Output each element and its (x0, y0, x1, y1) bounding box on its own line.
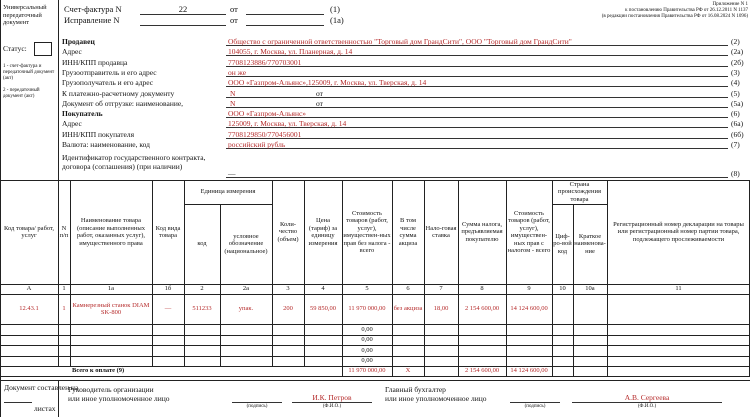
acc-label-2: или иное уполномоченное лицо (385, 394, 487, 403)
contract-label: Идентификатор государственного контракта, договора (соглашения) (при наличии) (62, 153, 206, 171)
field-label: Адрес (62, 119, 82, 128)
acc-sign-caption: (подпись) (524, 404, 546, 409)
field-label: Покупатель (62, 109, 103, 118)
status-box[interactable] (34, 42, 52, 56)
header-code: Код товара/ работ, услуг (3, 224, 55, 239)
status-label: Статус: (3, 44, 27, 53)
field-from: от (316, 99, 323, 108)
cell-num: 1 (62, 305, 66, 313)
header-country-code: Циф-ро-вой код (553, 232, 572, 255)
header-rate: Нало-говая ставка (425, 224, 457, 239)
field-value: Общество с ограниченной ответственностью "Торговый дом ГрандСити", ООО "Торговый дом ГрандСити" (228, 37, 572, 46)
appendix-line-2: к постановлению Правительства РФ от 26.12.2011 N 1137 (625, 8, 748, 13)
correction-label: Исправление N (64, 15, 120, 25)
field-label: ИНН/КПП покупателя (62, 130, 135, 139)
field-value: российский рубль (228, 140, 286, 149)
header-unit-code: код (197, 240, 207, 248)
column-index: 1б (164, 285, 172, 293)
header-price: Цена (тариф) за единицу измерения (308, 217, 338, 247)
acc-signature-line[interactable] (510, 402, 560, 403)
appendix-line-3: (в редакции постановления Правительства РФ от 16.08.2024 N 1096) (601, 14, 748, 19)
field-value: он же (228, 68, 247, 77)
field-code: (3) (731, 68, 740, 77)
column-index: 2а (242, 285, 250, 293)
cell-cost-no-tax: 11 970 000,00 (348, 305, 386, 313)
cell-qty: 200 (283, 305, 293, 313)
empty-row-cost: 0,00 (361, 357, 373, 364)
total-label: Всего к оплате (9) (72, 367, 125, 374)
header-cost-no-tax: Стоимость товаров (работ, услуг), имуществен-ных прав без налога - всего (343, 209, 391, 254)
cell-rate: 18,00 (433, 305, 449, 313)
status-note-2: 2 - передаточный документ (акт) (3, 88, 40, 99)
acc-fio-caption: (Ф.И.О.) (637, 404, 657, 409)
field-label: Документ об отгрузке: наименование, (62, 99, 184, 108)
field-code: (2а) (731, 47, 744, 56)
column-index: 11 (675, 285, 682, 293)
header-kind: Код вида товара (155, 224, 181, 239)
column-index: 5 (365, 285, 369, 293)
total-cost-no-tax: 11 970 000,00 (348, 367, 386, 375)
field-code: (5) (731, 89, 740, 98)
cell-unit-code: 511233 (192, 305, 212, 313)
column-index: 10а (585, 285, 595, 293)
column-index: 2 (200, 285, 204, 293)
field-label: Продавец (62, 37, 95, 46)
field-label: Валюта: наименование, код (62, 140, 150, 149)
head-signature-line[interactable] (232, 402, 282, 403)
head-name: И.К. Петров (312, 393, 352, 402)
header-country-group: Страна происхождения товара (558, 180, 601, 203)
head-label-2: или иное уполномоченное лицо (68, 394, 170, 403)
head-sign-caption: (подпись) (246, 404, 268, 409)
cell-excise: без акциза (393, 305, 423, 313)
status-note-1: 1 - счет-фактура и передаточный документ (акт) (3, 64, 55, 81)
field-value: 125009, г. Москва, ул. Тверская, д. 14 (228, 119, 347, 128)
header-country-name: Краткое наименова-ние (574, 232, 606, 255)
header-qty: Коли-чество (объем) (277, 220, 299, 243)
total-with-tax: 14 124 600,00 (510, 367, 548, 375)
field-code: (6а) (731, 119, 744, 128)
invoice-number: 22 (178, 4, 188, 14)
field-label: Адрес (62, 47, 82, 56)
column-index: 10 (559, 285, 566, 293)
column-index: 9 (527, 285, 531, 293)
field-value: 104055, г. Москва, ул. Планерная, д. 14 (228, 47, 353, 56)
head-label-1: Руководитель организации (68, 385, 154, 394)
column-index: 8 (480, 285, 484, 293)
header-declaration: Регистрационный номер декларации на товары или регистрационный номер партии товара, подлежащего прослеживаемости (613, 220, 744, 243)
doc-label: Документ составлен на (4, 383, 79, 392)
correction-code: (1а) (330, 15, 344, 25)
total-excise: X (405, 367, 411, 375)
header-cost-with-tax: Стоимость товаров (работ, услуг), имуществен-ных прав с налогом - всего (507, 209, 551, 254)
cell-cost-with-tax: 14 124 600,00 (510, 305, 548, 313)
column-index: А (26, 285, 32, 293)
empty-row-cost: 0,00 (361, 346, 373, 354)
field-label: Грузополучатель и его адрес (62, 78, 154, 87)
field-code: (4) (731, 78, 740, 87)
field-value: ООО «Газпром-Альянс» (228, 109, 307, 118)
head-fio-caption: (Ф.И.О.) (322, 404, 342, 409)
column-index: 4 (321, 285, 325, 293)
field-label: Грузоотправитель и его адрес (62, 68, 157, 77)
cell-unit-name: упак. (238, 305, 254, 313)
upd-title: Универсальный передаточный документ (3, 4, 47, 26)
column-index: 6 (406, 285, 410, 293)
field-value: N (230, 99, 236, 108)
header-unit-name: условное обозначение (национальное) (224, 232, 268, 255)
field-code: (2) (731, 37, 740, 46)
cell-price: 59 850,00 (310, 305, 336, 313)
header-excise: В том числе сумма акциза (398, 217, 418, 247)
header-tax: Сумма налога, предъявляемая покупателю (461, 220, 503, 243)
header-unit-group: Единица измерения (200, 188, 256, 196)
correction-from: от (230, 15, 238, 25)
cell-tax: 2 154 600,00 (464, 305, 500, 313)
doc-sheets-label: листах (34, 404, 56, 413)
column-index: 3 (286, 285, 290, 293)
invoice-code: (1) (330, 4, 340, 14)
field-code: (5а) (731, 99, 744, 108)
column-index: 1 (62, 285, 66, 293)
total-tax: 2 154 600,00 (464, 367, 500, 375)
field-label: ИНН/КПП продавца (62, 58, 128, 67)
contract-code: (8) (731, 169, 740, 178)
empty-row-cost: 0,00 (361, 325, 373, 333)
field-value: N (230, 89, 236, 98)
cell-kind: — (164, 305, 172, 313)
contract-value: — (228, 169, 236, 178)
cell-code: 12.43.1 (19, 305, 39, 313)
corner-divider (58, 0, 59, 180)
field-from: от (316, 89, 323, 98)
field-code: (7) (731, 140, 740, 149)
empty-row-cost: 0,00 (361, 336, 373, 343)
header-name: Наименование товара (описание выполненных работ, оказанных услуг), имущественного права (76, 217, 146, 247)
field-code: (2б) (731, 58, 744, 67)
field-value: 7708123886/770703001 (228, 58, 302, 67)
acc-name: А.В. Сергеева (624, 393, 670, 402)
cell-name: Камнерезный станок DIAM SK-800 (72, 301, 150, 316)
header-num: N п/п (59, 224, 69, 239)
field-label: К платежно-расчетному документу (62, 89, 175, 98)
field-code: (6) (731, 109, 740, 118)
column-index: 7 (439, 285, 443, 293)
appendix-line-1: Приложение N 1 (712, 2, 748, 7)
field-value: 7708129850/770456001 (228, 130, 302, 139)
invoice-from: от (230, 4, 238, 14)
column-index: 1а (107, 285, 115, 293)
acc-label-1: Главный бухгалтер (385, 385, 446, 394)
field-value: ООО «Газпром-Альянс»,125009, г. Москва, ул. Тверская, д. 14 (228, 78, 427, 87)
field-code: (6б) (731, 130, 744, 139)
invoice-label: Счет-фактура N (64, 4, 122, 14)
